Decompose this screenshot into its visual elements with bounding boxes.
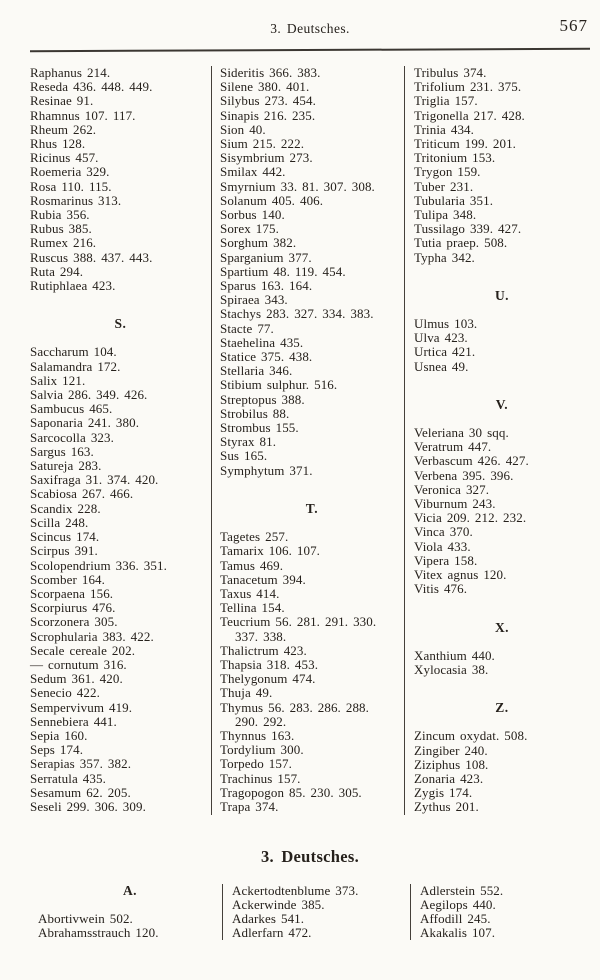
index-entry: Torpedo 157. bbox=[220, 756, 292, 772]
index-entry: Secale cereale 202. bbox=[30, 642, 136, 658]
index-entry: Thapsia 318. 453. bbox=[220, 656, 319, 672]
index-entry: Spartium 48. 119. 454. bbox=[220, 263, 346, 279]
index-entry: Trygon 159. bbox=[414, 164, 481, 180]
index-entry: Ulva 423. bbox=[414, 330, 468, 346]
index-entry: Sideritis 366. 383. bbox=[220, 65, 321, 80]
index-entry: Taxus 414. bbox=[220, 585, 280, 601]
index-entry: Typha 342. bbox=[414, 249, 475, 265]
index-entry: Tamus 469. bbox=[220, 557, 284, 573]
letter-heading: U. bbox=[494, 287, 510, 303]
page-number: 567 bbox=[559, 16, 588, 35]
index-entry: Salvia 286. 349. 426. bbox=[30, 387, 148, 403]
index-entry: Smilax 442. bbox=[220, 164, 286, 180]
index-entry: Silybus 273. 454. bbox=[220, 93, 316, 109]
index-entry: Rosa 110. 115. bbox=[30, 178, 112, 194]
index-section-latin bbox=[30, 66, 590, 815]
index-entry: Vitis 476. bbox=[414, 581, 468, 597]
index-entry: Ackertodtenblume 373. bbox=[232, 882, 359, 898]
letter-heading: Z. bbox=[495, 700, 509, 716]
index-entry: Sarcocolla 323. bbox=[30, 429, 114, 445]
index-entry: Ackerwinde 385. bbox=[232, 896, 325, 912]
index-entry: Scabiosa 267. 466. bbox=[30, 486, 134, 502]
index-entry: Scorpiurus 476. bbox=[30, 600, 116, 616]
index-entry: Scolopendrium 336. 351. bbox=[30, 557, 167, 573]
index-entry: Thelygonum 474. bbox=[220, 671, 316, 687]
index-entry: Viburnum 243. bbox=[414, 496, 496, 512]
text-block bbox=[30, 0, 590, 940]
index-entry: Veronica 327. bbox=[414, 481, 490, 497]
index-entry: Staehelina 435. bbox=[220, 334, 304, 350]
index-entry: Strobilus 88. bbox=[220, 405, 290, 421]
index-entry: Tulipa 348. bbox=[414, 207, 477, 223]
index-column-3 bbox=[405, 66, 590, 815]
index-entry: Teucrium 56. 281. 291. 330. bbox=[220, 614, 377, 630]
index-entry: Adarkes 541. bbox=[232, 910, 305, 926]
index-entry: Viola 433. bbox=[414, 538, 471, 554]
index-entry: Vipera 158. bbox=[414, 552, 478, 568]
index-entry: Aegilops 440. bbox=[420, 896, 496, 912]
index-entry: Vinca 370. bbox=[414, 524, 473, 540]
index-entry: Styrax 81. bbox=[220, 434, 277, 450]
index-entry: Vicia 209. 212. 232. bbox=[414, 510, 527, 526]
index-entry: Thynnus 163. bbox=[220, 727, 295, 743]
index-entry-continuation: 290. 292. bbox=[235, 713, 287, 729]
index-entry: Tamarix 106. 107. bbox=[220, 543, 321, 559]
index-column-5 bbox=[223, 884, 410, 941]
index-entry: Scincus 174. bbox=[30, 529, 100, 545]
index-entry: Tordylium 300. bbox=[220, 742, 304, 758]
index-entry: Triglia 157. bbox=[414, 93, 478, 109]
index-entry: Saxifraga 31. 374. 420. bbox=[30, 472, 159, 488]
index-entry: Zincum oxydat. 508. bbox=[414, 728, 528, 744]
index-entry: Scorpaena 156. bbox=[30, 585, 114, 601]
index-entry: Sorex 175. bbox=[220, 221, 279, 237]
index-entry: Seps 174. bbox=[30, 742, 84, 758]
index-entry: Urtica 421. bbox=[414, 344, 476, 360]
index-entry: Scrophularia 383. 422. bbox=[30, 628, 154, 644]
index-entry: Trifolium 231. 375. bbox=[414, 79, 522, 95]
index-entry: Scorzonera 305. bbox=[30, 614, 118, 630]
index-entry: Tanacetum 394. bbox=[220, 571, 306, 587]
index-entry: Tagetes 257. bbox=[220, 529, 289, 545]
index-entry: Ricinus 457. bbox=[30, 150, 99, 166]
index-entry: Reseda 436. 448. 449. bbox=[30, 79, 153, 95]
letter-heading: S. bbox=[114, 316, 127, 332]
index-entry: Stibium sulphur. 516. bbox=[220, 377, 338, 393]
index-entry: Xylocasia 38. bbox=[414, 661, 489, 677]
index-entry: Sargus 163. bbox=[30, 443, 94, 459]
index-entry: Rosmarinus 313. bbox=[30, 192, 122, 208]
index-entry: Sparus 163. 164. bbox=[220, 278, 313, 294]
letter-heading: T. bbox=[305, 500, 319, 516]
index-entry: Verbascum 426. 427. bbox=[414, 453, 529, 469]
index-entry: Sium 215. 222. bbox=[220, 136, 305, 152]
index-entry: Sesamum 62. 205. bbox=[30, 784, 131, 800]
letter-heading: V. bbox=[495, 396, 509, 412]
index-entry: Tussilago 339. 427. bbox=[414, 221, 522, 237]
index-entry: Xanthium 440. bbox=[414, 647, 495, 663]
index-entry: Senecio 422. bbox=[30, 685, 100, 701]
index-entry: Rumex 216. bbox=[30, 235, 97, 251]
index-entry: Ruscus 388. 437. 443. bbox=[30, 249, 153, 265]
index-entry: Sparganium 377. bbox=[220, 249, 312, 265]
index-entry: Trinia 434. bbox=[414, 121, 475, 137]
index-entry: Solanum 405. 406. bbox=[220, 192, 324, 208]
index-entry: Strombus 155. bbox=[220, 420, 299, 436]
index-entry: Satureja 283. bbox=[30, 458, 102, 474]
index-entry: Ziziphus 108. bbox=[414, 756, 489, 772]
index-entry: Ruta 294. bbox=[30, 263, 84, 279]
index-entry: Roemeria 329. bbox=[30, 164, 110, 180]
index-entry: Adlerstein 552. bbox=[420, 882, 504, 898]
index-entry: Salix 121. bbox=[30, 372, 86, 388]
index-column-6 bbox=[411, 884, 590, 941]
index-entry: Ulmus 103. bbox=[414, 316, 478, 332]
index-entry: Streptopus 388. bbox=[220, 391, 305, 407]
running-head: 3. Deutsches. bbox=[270, 21, 350, 36]
index-entry: Trapa 374. bbox=[220, 798, 279, 814]
index-entry: Tribulus 374. bbox=[414, 65, 487, 80]
index-entry: Sedum 361. 420. bbox=[30, 671, 123, 687]
index-entry: Triticum 199. 201. bbox=[414, 136, 517, 152]
index-entry: Saponaria 241. 380. bbox=[30, 415, 140, 431]
index-entry: Sus 165. bbox=[220, 448, 268, 464]
index-entry: Affodill 245. bbox=[420, 910, 491, 926]
index-entry: Veleriana 30 sqq. bbox=[414, 425, 509, 441]
index-entry: Scandix 228. bbox=[30, 500, 101, 516]
index-entry: Rubia 356. bbox=[30, 207, 90, 223]
index-entry: Resinae 91. bbox=[30, 93, 94, 109]
index-entry: Rubus 385. bbox=[30, 221, 92, 237]
section-title: 3. Deutsches. bbox=[260, 846, 360, 866]
index-entry: Tuber 231. bbox=[414, 178, 474, 194]
index-entry: Rheum 262. bbox=[30, 121, 97, 137]
index-entry: Verbena 395. 396. bbox=[414, 467, 514, 483]
letter-heading: X. bbox=[494, 619, 510, 635]
index-entry: Thuja 49. bbox=[220, 685, 273, 701]
index-entry: Smyrnium 33. 81. 307. 308. bbox=[220, 178, 375, 194]
index-entry: Statice 375. 438. bbox=[220, 349, 313, 365]
index-entry: Akakalis 107. bbox=[420, 925, 496, 941]
index-column-1 bbox=[30, 66, 211, 815]
index-entry: Stacte 77. bbox=[220, 320, 274, 336]
index-entry: Salamandra 172. bbox=[30, 358, 121, 374]
letter-heading: A. bbox=[122, 882, 138, 898]
index-entry: Abortivwein 502. bbox=[38, 910, 133, 926]
index-entry: Zygis 174. bbox=[414, 785, 473, 801]
index-entry: Sennebiera 441. bbox=[30, 713, 117, 729]
index-entry: Silene 380. 401. bbox=[220, 79, 310, 95]
index-entry: Veratrum 447. bbox=[414, 439, 492, 455]
index-entry: Tragopogon 85. 230. 305. bbox=[220, 784, 362, 800]
index-entry: Trigonella 217. 428. bbox=[414, 107, 525, 123]
index-entry: Scirpus 391. bbox=[30, 543, 98, 559]
index-section-german bbox=[30, 884, 590, 941]
index-entry: Symphytum 371. bbox=[220, 462, 313, 478]
index-entry: Zonaria 423. bbox=[414, 770, 484, 786]
index-entry: Thymus 56. 283. 286. 288. bbox=[220, 699, 370, 715]
index-entry: Sorbus 140. bbox=[220, 207, 285, 223]
index-entry: Serratula 435. bbox=[30, 770, 106, 786]
index-entry: Scomber 164. bbox=[30, 571, 106, 587]
index-entry: Sisymbrium 273. bbox=[220, 150, 313, 166]
index-entry: Sinapis 216. 235. bbox=[220, 107, 316, 123]
index-entry: Rhus 128. bbox=[30, 136, 86, 152]
index-entry: Stellaria 346. bbox=[220, 363, 293, 379]
index-entry: Zythus 201. bbox=[414, 799, 479, 815]
index-entry: Scilla 248. bbox=[30, 514, 89, 530]
index-entry: Zingiber 240. bbox=[414, 742, 488, 758]
index-entry: Tubularia 351. bbox=[414, 192, 494, 208]
index-entry: Raphanus 214. bbox=[30, 65, 111, 80]
index-entry: Sorghum 382. bbox=[220, 235, 297, 251]
index-entry: Seseli 299. 306. 309. bbox=[30, 798, 146, 814]
index-entry: Thalictrum 423. bbox=[220, 642, 307, 658]
index-entry: — cornutum 316. bbox=[30, 656, 127, 672]
index-column-2 bbox=[212, 66, 404, 815]
index-entry-continuation: 337. 338. bbox=[235, 628, 287, 644]
index-entry: Vitex agnus 120. bbox=[414, 567, 507, 583]
index-entry: Rutiphlaea 423. bbox=[30, 278, 116, 294]
index-column-4 bbox=[30, 884, 222, 941]
index-entry: Stachys 283. 327. 334. 383. bbox=[220, 306, 374, 322]
index-entry: Tellina 154. bbox=[220, 600, 285, 616]
index-entry: Tritonium 153. bbox=[414, 150, 496, 166]
page-header bbox=[30, 0, 590, 43]
index-entry: Sambucus 465. bbox=[30, 401, 113, 417]
index-entry: Tutia praep. 508. bbox=[414, 235, 508, 251]
index-entry: Adlerfarn 472. bbox=[232, 925, 312, 941]
header-rule bbox=[30, 48, 590, 52]
index-entry: Abrahamsstrauch 120. bbox=[38, 924, 159, 940]
index-entry: Rhamnus 107. 117. bbox=[30, 107, 136, 123]
index-entry: Sion 40. bbox=[220, 121, 266, 137]
index-entry: Serapias 357. 382. bbox=[30, 756, 132, 772]
index-entry: Sepia 160. bbox=[30, 727, 88, 743]
index-entry: Sempervivum 419. bbox=[30, 699, 133, 715]
index-entry: Usnea 49. bbox=[414, 358, 469, 374]
index-entry: Spiraea 343. bbox=[220, 292, 288, 308]
index-entry: Trachinus 157. bbox=[220, 770, 301, 786]
index-entry: Saccharum 104. bbox=[30, 344, 117, 360]
